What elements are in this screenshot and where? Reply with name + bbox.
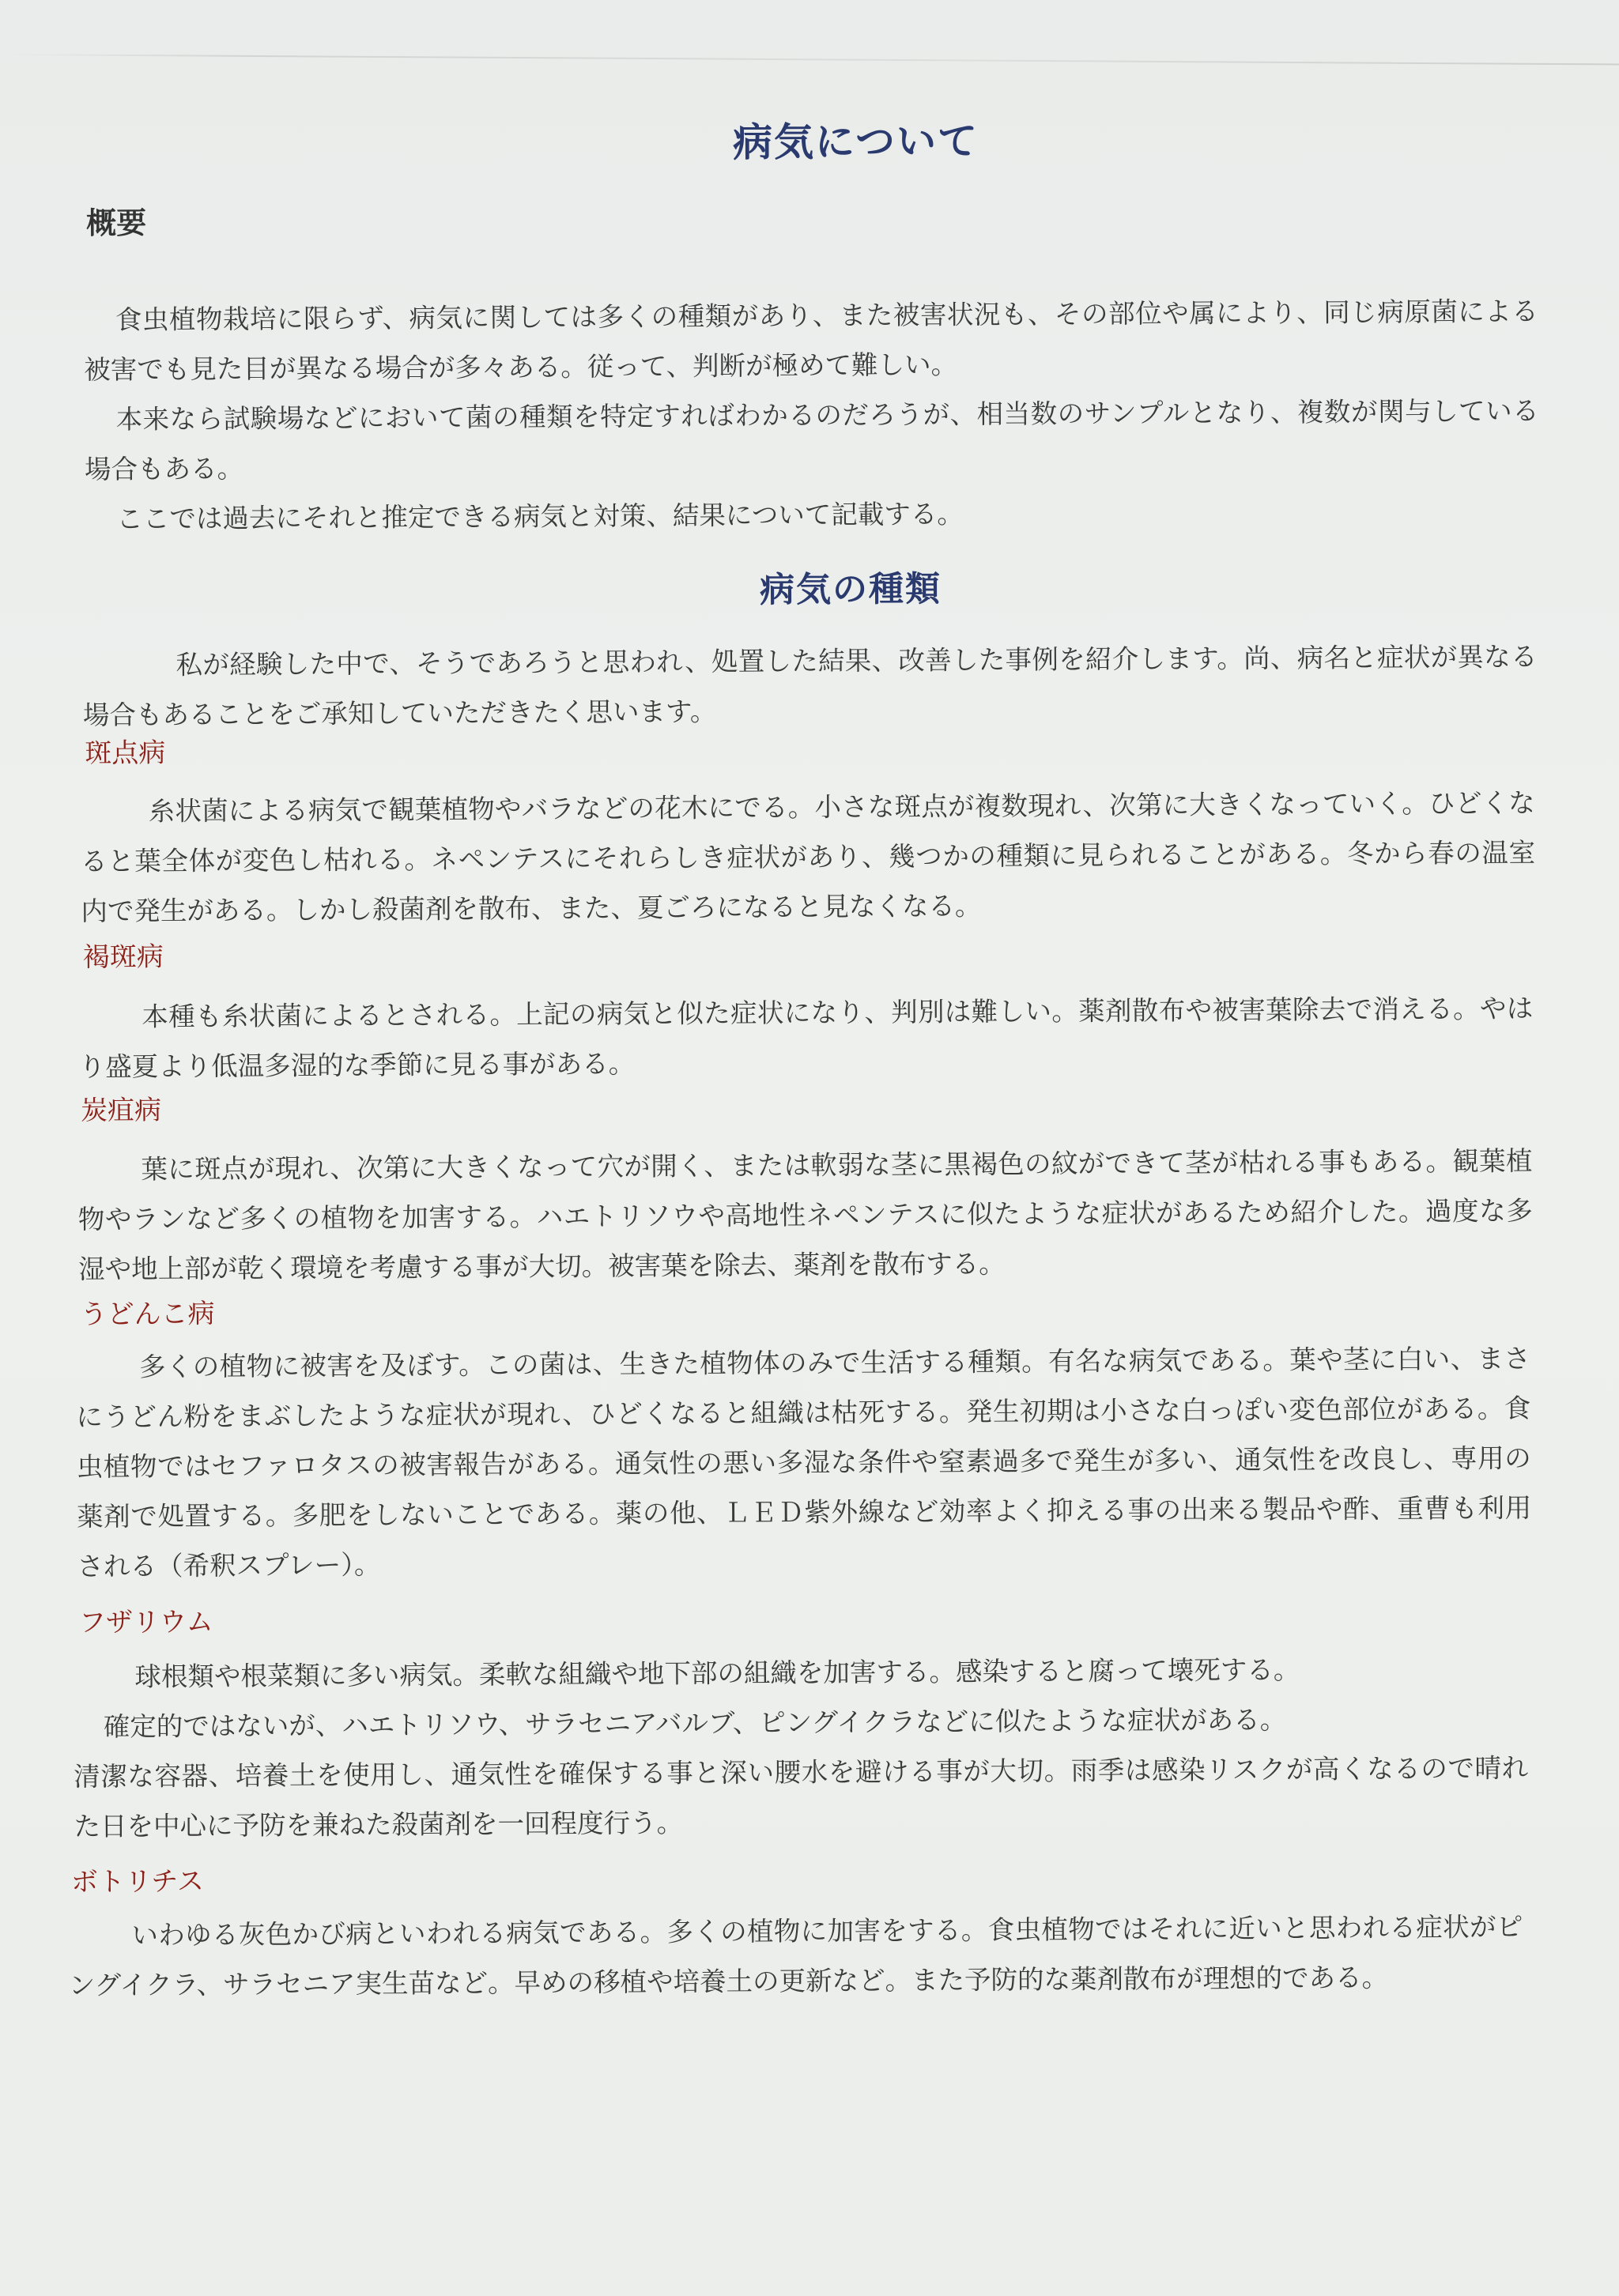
overview-paragraph-1: 食虫植物栽培に限らず、病気に関しては多くの種類があり、また被害状況も、その部位や属により、同じ病原菌による被害でも見た目が異なる場合が多々ある。従って、判断が極めて難しい。 [84,296,1538,386]
disease-paragraph-udonkobyo: 多くの植物に被害を及ぼす。この菌は、生きた植物体のみで生活する種類。有名な病気である。葉や茎に白い、まさにうどん粉をまぶしたような症状が現れ、ひどくなると組織は枯死する。発生初期は小さな白っぽい変色部位がある。食虫植物ではセファロタスの被害報告がある。通気性の悪い多湿な条件や窒素過多で発生が多い、通気性を改良し、専用の薬剤で処置する。多肥をしないことである。薬の他、ＬＥＤ紫外線など効率よく抑える事の出来る製品や酢、重曹も利用される（希釈スプレー）。 [76,1343,1532,1582]
disease-heading-botrytis: ボトリチス [70,1865,205,1898]
disease-paragraph-fusarium-2: 確定的ではないが、ハエトリソウ、サラセニアバルブ、ピングイクラなどに似たような症状がある。 [103,1704,1287,1743]
types-intro: 私が経験した中で、そうであろうと思われ、処置した結果、改善した事例を紹介します。尚、病名と症状が異なる場合もあることをご承知していただきたく思います。 [82,641,1538,731]
disease-heading-fusarium: フザリウム [78,1606,213,1639]
disease-paragraph-fusarium-1: 球根類や根菜類に多い病気。柔軟な組織や地下部の組織を加害する。感染すると腐って壊死する。 [134,1654,1300,1693]
overview-heading: 概要 [86,205,147,241]
disease-paragraph-tansobyo: 葉に斑点が現れ、次第に大きくなって穴が開く、または軟弱な茎に黒褐色の紋ができて茎が枯れる事もある。観葉植物やランなど多くの植物を加害する。ハエトリソウや高地性ネペンテスに似たような症状があるため紹介した。過度な多湿や地上部が乾く環境を考慮する事が大切。被害葉を除去、薬剤を散布する。 [77,1145,1533,1285]
overview-paragraph-2: 本来なら試験場などにおいて菌の種類を特定すればわかるのだろうが、相当数のサンプルとなり、複数が関与している場合もある。 [84,395,1539,485]
disease-paragraph-hantenbyo: 糸状菌による病気で観葉植物やバラなどの花木にでる。小さな斑点が複数現れ、次第に大きくなっていく。ひどくなると葉全体が変色し枯れる。ネペンテスにそれらしき症状があり、幾つかの種類に見られることがある。冬から春の温室内で発生がある。しかし殺菌剤を散布、また、夏ごろになると見なくなる。 [80,787,1536,927]
disease-heading-hantenbyo: 斑点病 [85,737,166,770]
page-title: 病気について [732,118,979,166]
disease-paragraph-kappanbyo: 本種も糸状菌によるとされる。上記の病気と似た症状になり、判別は難しい。薬剤散布や被害葉除去で消える。やはり盛夏より低温多湿的な季節に見る事がある。 [78,993,1534,1083]
disease-paragraph-fusarium-3: 清潔な容器、培養土を使用し、通気性を確保する事と深い腰水を避ける事が大切。雨季は感染リスクが高くなるので晴れた日を中心に予防を兼ねた殺菌剤を一回程度行う。 [74,1752,1529,1842]
disease-heading-tansobyo: 炭疽病 [80,1094,162,1127]
disease-heading-kappanbyo: 褐斑病 [82,941,164,974]
disease-paragraph-botrytis: いわゆる灰色かび病といわれる病気である。多くの植物に加害をする。食虫植物ではそれに近いと思われる症状がピングイクラ、サラセニア実生苗など。早めの移植や培養土の更新など。また予防的な薬剤散布が理想的である。 [68,1911,1523,2001]
overview-paragraph-3: ここでは過去にそれと推定できる病気と対策、結果について記載する。 [116,498,964,535]
section-heading-disease-types: 病気の種類 [759,568,942,611]
disease-heading-udonkobyo: うどんこ病 [80,1298,215,1331]
